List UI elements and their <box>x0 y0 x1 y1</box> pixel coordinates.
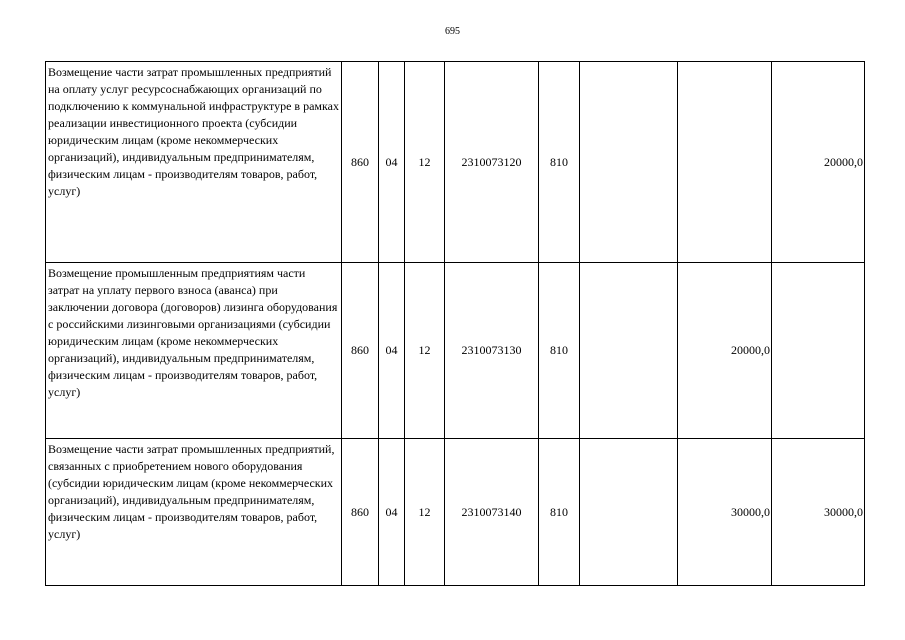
expense-name-cell: Возмещение части затрат промышленных предприятий на оплату услуг ресурсоснабжающих организаций по подключению к коммунальной инфраструктуре в рамках реализации инвестиционного проекта (субсидии юридическим лицам (кроме некоммерческих организаций), индивидуальным предпринимателям, физическим лицам - производителям товаров, работ, услуг) <box>46 62 342 263</box>
ministry-code-cell: 860 <box>342 62 379 263</box>
amount-cell-2: 30000,0 <box>678 439 772 586</box>
section-code-cell: 04 <box>379 263 405 439</box>
amount-cell-2: 20000,0 <box>678 263 772 439</box>
target-article-cell: 2310073120 <box>445 62 539 263</box>
section-code-cell: 04 <box>379 439 405 586</box>
amount-cell-3 <box>772 263 865 439</box>
expense-type-cell: 810 <box>539 62 580 263</box>
subsection-code-cell: 12 <box>405 439 445 586</box>
table-row <box>46 263 865 439</box>
amount-cell-3: 20000,0 <box>772 62 865 263</box>
expense-type-cell: 810 <box>539 263 580 439</box>
expense-name-cell: Возмещение промышленным предприятиям части затрат на уплату первого взноса (аванса) при заключении договора (договоров) лизинга оборудования с российскими лизинговыми организациями (субсидии юридическим лицам (кроме некоммерческих организаций), индивидуальным предпринимателям, физическим лицам - производителям товаров, работ, услуг) <box>46 263 342 439</box>
target-article-cell: 2310073140 <box>445 439 539 586</box>
table-row <box>46 439 865 586</box>
amount-cell-1 <box>580 263 678 439</box>
budget-table <box>45 61 865 586</box>
amount-cell-2 <box>678 62 772 263</box>
ministry-code-cell: 860 <box>342 263 379 439</box>
amount-cell-1 <box>580 62 678 263</box>
page-number: 695 <box>445 26 460 37</box>
expense-name-cell: Возмещение части затрат промышленных предприятий, связанных с приобретением нового оборудования (субсидии юридическим лицам (кроме некоммерческих организаций), индивидуальным предпринимателям, физическим лицам - производителям товаров, работ, услуг) <box>46 439 342 586</box>
expense-type-cell: 810 <box>539 439 580 586</box>
target-article-cell: 2310073130 <box>445 263 539 439</box>
subsection-code-cell: 12 <box>405 62 445 263</box>
subsection-code-cell: 12 <box>405 263 445 439</box>
table-row <box>46 62 865 263</box>
amount-cell-1 <box>580 439 678 586</box>
section-code-cell: 04 <box>379 62 405 263</box>
ministry-code-cell: 860 <box>342 439 379 586</box>
amount-cell-3: 30000,0 <box>772 439 865 586</box>
